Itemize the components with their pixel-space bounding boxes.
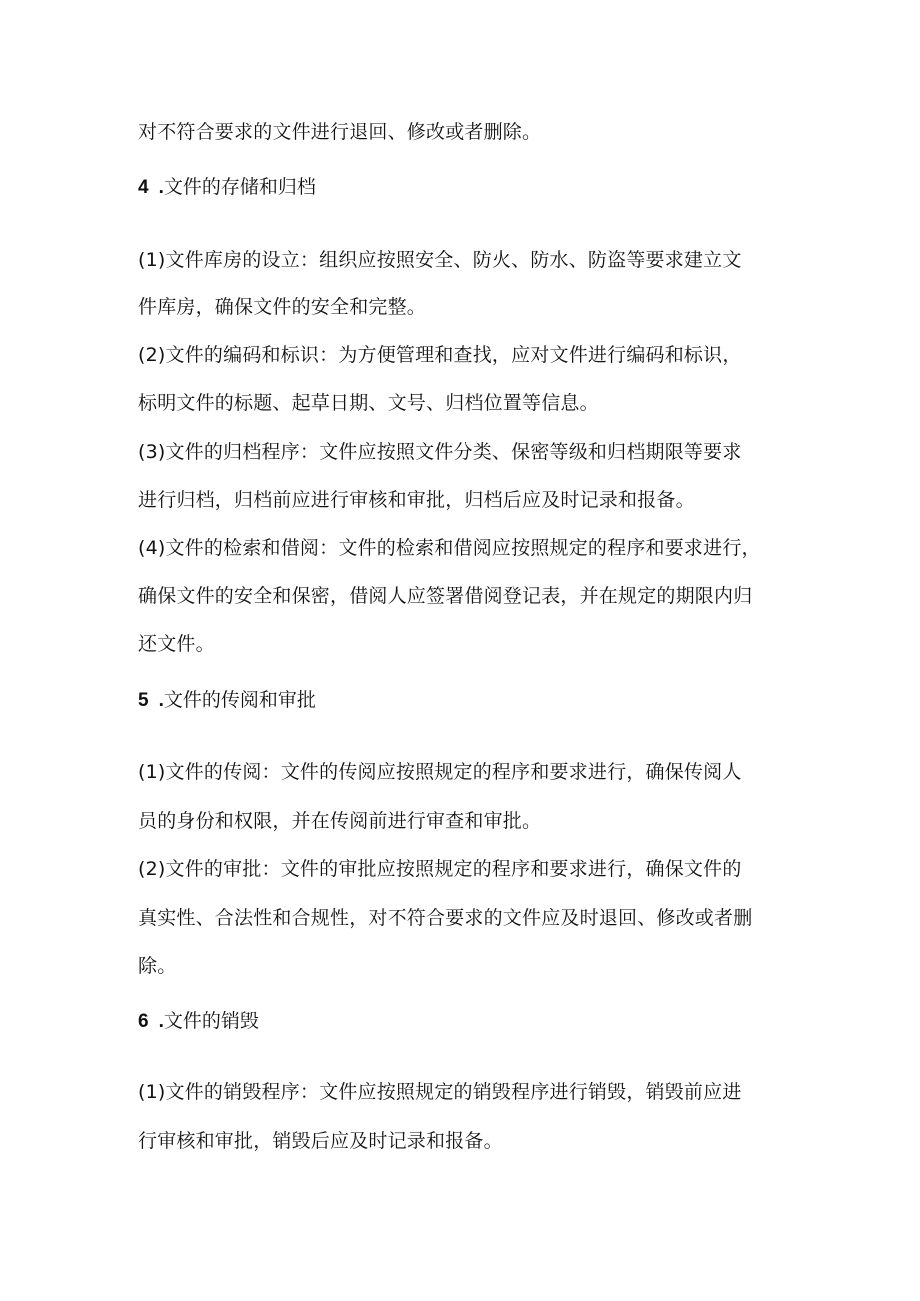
paragraph-line: 进行归档，归档前应进行审核和审批，归档后应及时记录和报备。 bbox=[138, 489, 695, 511]
paragraph-line: 行审核和审批，销毁后应及时记录和报备。 bbox=[138, 1130, 503, 1152]
section-number: 6 bbox=[138, 1011, 149, 1032]
section-heading-5 bbox=[138, 687, 316, 714]
paragraph-line: 件库房，确保文件的安全和完整。 bbox=[138, 296, 427, 318]
paragraph-line: (1)文件的传阅：文件的传阅应按照规定的程序和要求进行，确保传阅人 bbox=[138, 761, 742, 783]
paragraph-line: (2)文件的编码和标识：为方便管理和查找，应对文件进行编码和标识， bbox=[138, 344, 742, 366]
section-dot: . bbox=[158, 690, 164, 711]
section-title: 文件的传阅和审批 bbox=[163, 689, 316, 711]
section-heading-4 bbox=[138, 174, 316, 201]
paragraph-line: (1)文件库房的设立：组织应按照安全、防火、防水、防盗等要求建立文 bbox=[138, 249, 742, 271]
section-title: 文件的销毁 bbox=[163, 1010, 259, 1032]
paragraph-line: (1)文件的销毁程序：文件应按照规定的销毁程序进行销毁，销毁前应进 bbox=[138, 1081, 742, 1103]
section-heading-6 bbox=[138, 1008, 259, 1035]
paragraph-line: 真实性、合法性和合规性，对不符合要求的文件应及时退回、修改或者删 bbox=[138, 907, 753, 929]
paragraph-line: 员的身份和权限，并在传阅前进行审查和审批。 bbox=[138, 810, 542, 832]
paragraph-line: 对不符合要求的文件进行退回、修改或者删除。 bbox=[138, 121, 542, 143]
section-number: 4 bbox=[138, 177, 149, 198]
paragraph-line: (3)文件的归档程序：文件应按照文件分类、保密等级和归档期限等要求 bbox=[138, 441, 742, 463]
paragraph-line: 还文件。 bbox=[138, 633, 215, 655]
section-number: 5 bbox=[138, 690, 149, 711]
section-dot: . bbox=[158, 1011, 164, 1032]
paragraph-line: 确保文件的安全和保密，借阅人应签署借阅登记表，并在规定的期限内归 bbox=[138, 585, 753, 607]
paragraph-line: (4)文件的检索和借阅：文件的检索和借阅应按照规定的程序和要求进行， bbox=[138, 537, 761, 559]
paragraph-line: 标明文件的标题、起草日期、文号、归档位置等信息。 bbox=[138, 392, 599, 414]
paragraph-line: 除。 bbox=[138, 955, 177, 977]
section-title: 文件的存储和归档 bbox=[163, 176, 316, 198]
section-dot: . bbox=[158, 177, 164, 198]
paragraph-line: (2)文件的审批：文件的审批应按照规定的程序和要求进行，确保文件的 bbox=[138, 858, 742, 880]
